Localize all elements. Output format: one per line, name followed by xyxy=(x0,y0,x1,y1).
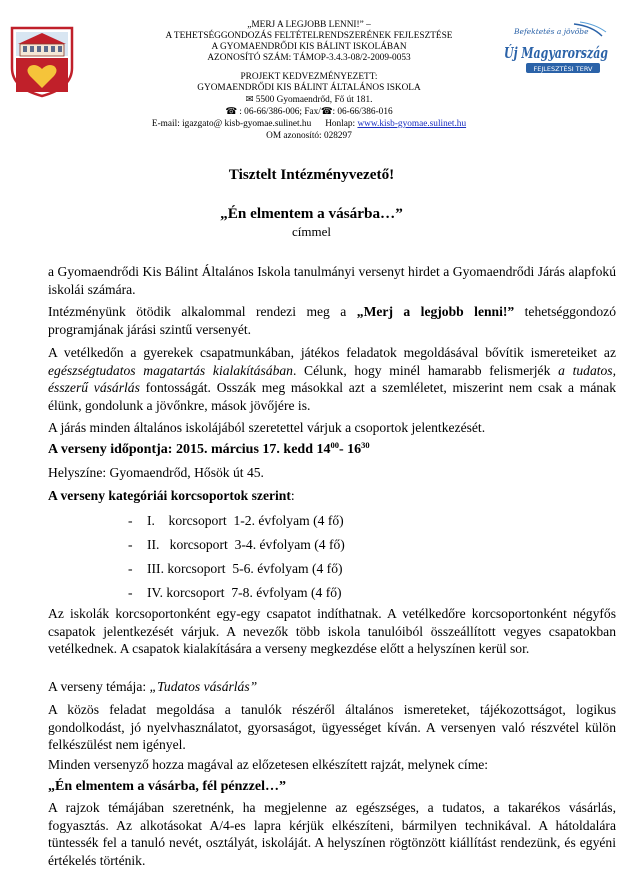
categories-heading-text: A verseny kategóriái korcsoportok szerint xyxy=(48,488,291,503)
header-web-label: Honlap: xyxy=(325,119,356,129)
category-bullet: - xyxy=(128,585,133,600)
header-project-id: AZONOSÍTÓ SZÁM: TÁMOP-3.4.3-08/2-2009-0053 xyxy=(207,53,411,63)
paragraph-goals xyxy=(48,344,616,414)
category-item xyxy=(128,560,343,577)
date-mid: - 16 xyxy=(338,442,362,457)
paragraph-drawing-details: A rajzok témájában szeretnénk, ha megjelenne az egészséges, a tudatos, a takarékos vásárlás, fogyasztás. Az alkotásokat A/4-es lapra kérjük elkészíteni, bármilyen technikával. A hátoldalára tüntessék fel a tanuló nevét, osztályát, iskoláját. A helyszínen rögtönzött kiállítást rendezünk, és egyéni értékelés történik. xyxy=(48,800,616,868)
category-item xyxy=(128,536,345,553)
program-text-a: Intézményünk ötödik alkalommal rendezi meg a xyxy=(48,304,357,319)
category-text: I. korcsoport 1-2. évfolyam (4 fő) xyxy=(147,513,344,528)
program-text-c: tehetséggondozó programjának járási szintű versenyét. xyxy=(48,304,616,337)
paragraph-teams: Az iskolák korcsoportonként egy-egy csapatot indíthatnak. A vetélkedőre korcsoportonként négyfős csapatok jelentkezését várjuk. A nevezők több iskola tanulóiból összeállított vegyes csapatokban vetélkednek. A csapatok kialakítására a verseny megkezdése előtt a helyszínen kerül sor. xyxy=(48,606,616,656)
categories-heading-colon: : xyxy=(290,488,295,503)
paragraph-program xyxy=(48,303,616,338)
category-text: II. korcsoport 3-4. évfolyam (4 fő) xyxy=(147,537,345,552)
paragraph-requirements: A közös feladat megoldása a tanulók részéről általános ismereteket, tájékozottságot, logikus gondolkodást, jó nyelvhasználatot, gyorsaságot, ügyességet kíván. A versenyen való részvétel külön felkészülést nem igényel. xyxy=(48,702,616,752)
category-item xyxy=(128,512,344,529)
drawing-title: „Én elmentem a vásárba, fél pénzzel…” xyxy=(48,779,286,794)
paragraph-intro: a Gyomaendrődi Kis Bálint Általános Iskola tanulmányi versenyt hirdet a Gyomaendrődi Járás alapfokú iskolái számára. xyxy=(48,264,616,297)
header-project-title: „MERJ A LEGJOBB LENNI!” – xyxy=(247,20,371,30)
svg-text:Befektetés a jövőbe: Befektetés a jövőbe xyxy=(514,27,589,36)
header-om-id: OM azonosító: 028297 xyxy=(266,131,352,141)
paragraph-drawing-intro: Minden versenyző hozza magával az előzetesen elkészített rajzát, melynek címe: xyxy=(48,757,489,772)
paragraph-invitation: A járás minden általános iskolájából szeretettel várjuk a csoportok jelentkezését. xyxy=(48,420,486,435)
competition-subtitle: címmel xyxy=(292,224,331,239)
category-bullet: - xyxy=(128,561,133,576)
competition-theme xyxy=(48,678,616,696)
svg-text:FEJLESZTÉSI TERV: FEJLESZTÉSI TERV xyxy=(533,65,593,73)
category-bullet: - xyxy=(128,537,133,552)
date-start-minutes: 00 xyxy=(330,440,339,450)
categories-heading xyxy=(48,487,616,505)
header-school-line: A GYOMAENDRŐDI KIS BÁLINT ISKOLÁBAN xyxy=(211,42,407,52)
goals-text-e: fontosságát. Osszák meg másokkal azt a szemléletet, miszerint nem csak a mának élünk, gondolunk a jövőnkre, mások jövőjére is. xyxy=(48,380,617,413)
competition-date xyxy=(48,441,616,459)
header-project-subtitle: A TEHETSÉGGONDOZÁS FELTÉTELRENDSZERÉNEK FEJLESZTÉSE xyxy=(165,31,453,41)
header-phone: ☎ : 06-66/386-006; Fax/☎: 06-66/386-016 xyxy=(225,107,393,117)
program-name: „Merj a legjobb lenni!” xyxy=(356,304,515,319)
goals-emphasis-2: a tudatos, ésszerű vásárlás xyxy=(48,362,616,395)
svg-text:Új Magyarország: Új Magyarország xyxy=(504,44,608,62)
header-school-name: GYOMAENDRŐDI KIS BÁLINT ÁLTALÁNOS ISKOLA xyxy=(197,83,421,93)
category-text: IV. korcsoport 7-8. évfolyam (4 fő) xyxy=(147,585,342,600)
category-bullet: - xyxy=(128,513,133,528)
header-email: E-mail: igazgato@ kisb-gyomae.sulinet.hu xyxy=(151,119,312,129)
category-item xyxy=(128,584,342,601)
greeting: Tisztelt Intézményvezető! xyxy=(228,166,395,183)
venue: Helyszíne: Gyomaendrőd, Hősök út 45. xyxy=(48,465,264,480)
competition-title: „Én elmentem a vásárba…” xyxy=(220,205,403,222)
theme-label: A verseny témája: xyxy=(48,679,150,694)
theme-value: „Tudatos vásárlás” xyxy=(149,679,258,694)
date-label: A verseny időpontja: 2015. március 17. kedd 14 xyxy=(48,442,331,457)
header-contact-row xyxy=(100,119,518,130)
goals-emphasis-1: egészségtudatos magatartás kialakításában xyxy=(48,362,293,378)
school-crest-icon xyxy=(10,24,74,98)
header-address: ✉ 5500 Gyomaendrőd, Fő út 181. xyxy=(245,95,373,105)
date-end-minutes: 30 xyxy=(361,440,370,450)
header-beneficiary-label: PROJEKT KEDVEZMÉNYEZETT: xyxy=(240,72,378,82)
header-web-link[interactable]: www.kisb-gyomae.sulinet.hu xyxy=(357,119,467,129)
category-text: III. korcsoport 5-6. évfolyam (4 fő) xyxy=(147,561,343,576)
goals-text-c: . Célunk, hogy minél hamarabb felismerjék xyxy=(292,362,559,378)
goals-text-a: A vetélkedőn a gyerekek csapatmunkában, játékos feladatok megoldásával bővítik ismereteiket az xyxy=(48,345,616,360)
